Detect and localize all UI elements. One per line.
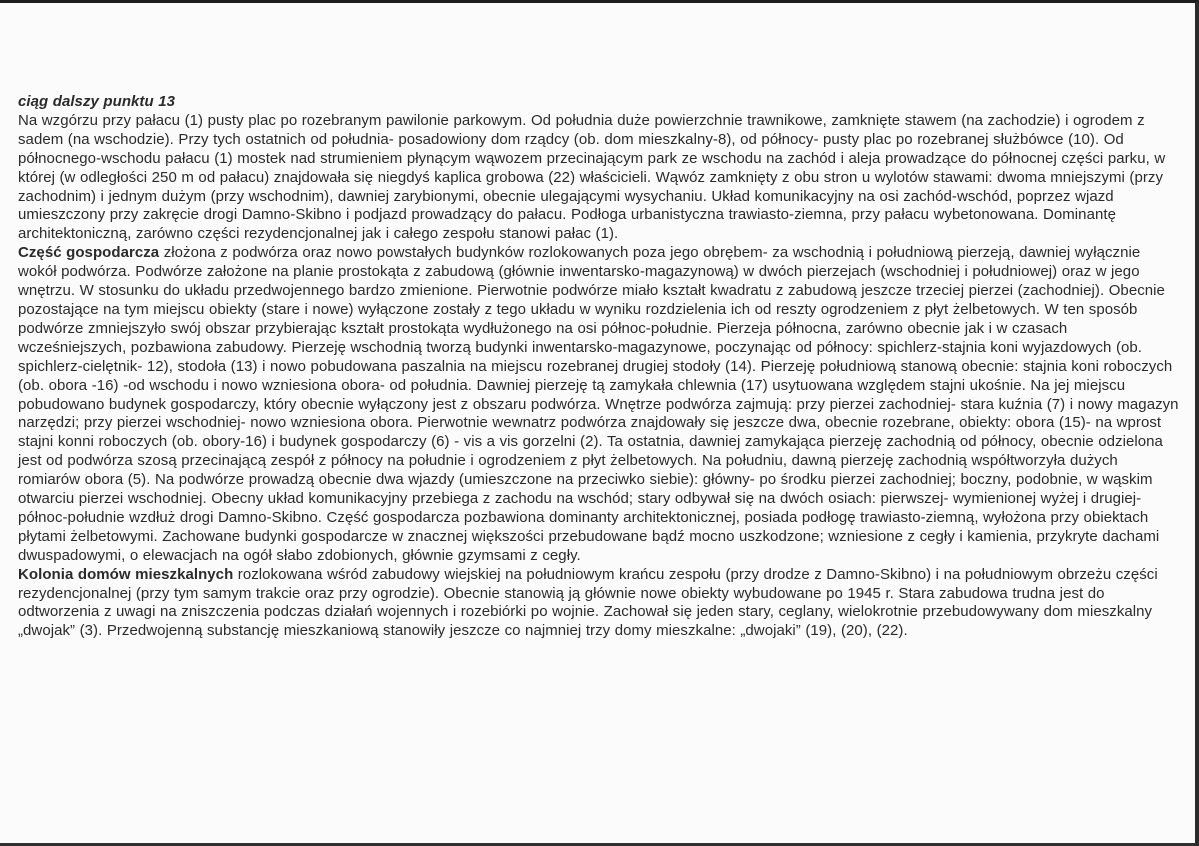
paragraph-residential-part: Na wzgórzu przy pałacu (1) pusty plac po rozebranym pawilonie parkowym. Od południa duże powierzchnie trawnikowe, zamknięte stawem (na zachodzie) i ogrodem z sadem (na wschodzie). Przy tych ostatnich od południa- posadowiony dom rządcy (ob. dom mieszkalny-8), od północy- pusty plac po rozebranej służbówce (10). Od północnego-wschodu pałacu (1) mostek nad strumieniem płynącym wąwozem przecinającym park ze wschodu na zachód i aleja prowadzące do północnej części parku, w której (w odległości 250 m od pałacu) znajdowała się niegdyś kaplica grobowa (22) właścicieli. Wąwóz zamknięty z obu stron u wylotów stawami: dwoma mniejszymi (przy zachodnim) i jednym dużym (przy wschodnim), dawniej zarybionymi, obecnie ulegającymi wysychaniu. Układ komunikacyjny na osi zachód-wschód, poprzez wjazd umieszczony przy zakręcie drogi Damno-Skibno i podjazd prowadzący do pałacu. Podłoga urbanistyczna trawiasto-ziemna, przy pałacu wybetonowana. Dominantę architektoniczną, zarówno części rezydencjonalnej jak i całego zespołu stanowi pałac (1). [18, 111, 1166, 243]
paragraph-housing-colony-lead: Kolonia domów mieszkalnych [18, 565, 234, 583]
paragraph-farm-part-lead: Część gospodarcza [18, 244, 160, 262]
paragraph-housing-colony-text: rozlokowana wśród zabudowy wiejskiej na południowym krańcu zespołu (przy drodze z Damno-Skibno) i na południowym obrzeżu części rezydencjonalnej (przy tym samym trakcie oraz przy ogrodzie). Obecnie stanowią ją głównie nowe obiekty wybudowane po 1945 r. Stara zabudowa trudna jest do odtworzenia z uwagi na zniszczenia podczas działań wojennych i rozebiórki po wojnie. Zachował się jeden stary, ceglany, wielokrotnie przebudowywany dom mieszkalny „dwojak” (3). Przedwojenną substancję mieszkaniową stanowiły jeszcze co najmniej trzy domy mieszkalne: „dwojaki” (19), (20), (22). [18, 565, 1158, 640]
paragraph-housing-colony [18, 566, 1180, 642]
section-heading: ciąg dalszy punktu 13 [18, 93, 175, 110]
paragraph-farm-part-text: złożona z podwórza oraz nowo powstałych budynków rozlokowanych poza jego obrębem- za wschodnią i południową pierzeją, dawniej wyłącznie wokół podwórza. Podwórze założone na planie prostokąta z zabudową (głównie inwentarsko-magazynową) w dwóch pierzejach (wschodniej i południowej) oraz w jego wnętrzu. W stosunku do układu przedwojennego bardzo zmienione. Pierwotnie podwórze miało kształt kwadratu z zabudową jeszcze trzeciej pierzei (zachodniej). Obecnie pozostające na tym miejscu obiekty (stare i nowe) wyłączone zostały z tego układu w wyniku rozdzielenia ich od reszty ogrodzeniem z płyt żelbetowych. W ten sposób podwórze zmniejszyło swój obszar przybierając kształt prostokąta wydłużonego na osi północ-południe. Pierzeja północna, zarówno obecnie jak i w czasach wcześniejszych, pozbawiona zabudowy. Pierzeję wschodnią tworzą budynki inwentarsko-magazynowe, poczynając od północy: spichlerz-stajnia koni wyjazdowych (ob. spichlerz-cielętnik- 12), stodoła (13) i nowo pobudowana paszalnia na miejscu rozebranej drugiej stodoły (14). Pierzeję południową stanową obecnie: stajnia koni roboczych (ob. obora -16) -od wschodu i nowo wzniesiona obora- od południa. Dawniej pierzeję tą zamykała chlewnia (17) usytuowana względem stajni ukośnie. Na jej miejscu pobudowano budynek gospodarczy, który obecnie wyłączony jest z obszaru podwórza. Wnętrze podwórza zajmują: przy pierzei zachodniej- stara kuźnia (7) i nowy magazyn narzędzi; przy pierzei wschodniej- nowo wzniesiona obora. Pierwotnie wewnatrz podwórza znajdowały się jeszcze dwa, obecnie rozebrane, obiekty: obora (15)- na wprost stajni konni roboczych (ob. obory-16) i budynek gospodarczy (6) - vis a vis gorzelni (2). Ta ostatnia, dawniej zamykająca pierzeję zachodnią od północy, obecnie odzielona jest od podwórza szosą przecinającą zespół z północy na południe i ogrodzeniem z płyt żelbetowych. Na południu, dawną pierzeję zachodnią współtworzyła dużych romiarów obora (5). Na podwórze prowadzą obecnie dwa wjazdy (umieszczone na przeciwko siebie): główny- po środku pierzei zachodniej; boczny, podobnie, w wąskim otwarciu pierzei wschodniej. Obecny układ komunikacyjny przebiega z zachodu na wschód; stary odbywał się na dwóch osiach: pierwszej- wymienionej wyżej i drugiej- północ-południe wzdłuż drogi Damno-Skibno. Część gospodarcza pozbawiona dominanty architektonicznej, posiada podłogę trawiasto-ziemną, wyłożona przy obiektach płytami żelbetowymi. Zachowane budynki gospodarcze w znacznej większości przebudowane bądź mocno uszkodzone; wzniesione z cegły i kamienia, przykryte dachami dwuspadowymi, o elewacjach na ogół słabo zdobionych, głównie gzymsami z cegły. [18, 244, 1179, 564]
document-body [18, 93, 1180, 641]
paragraph-farm-part [18, 244, 1180, 565]
